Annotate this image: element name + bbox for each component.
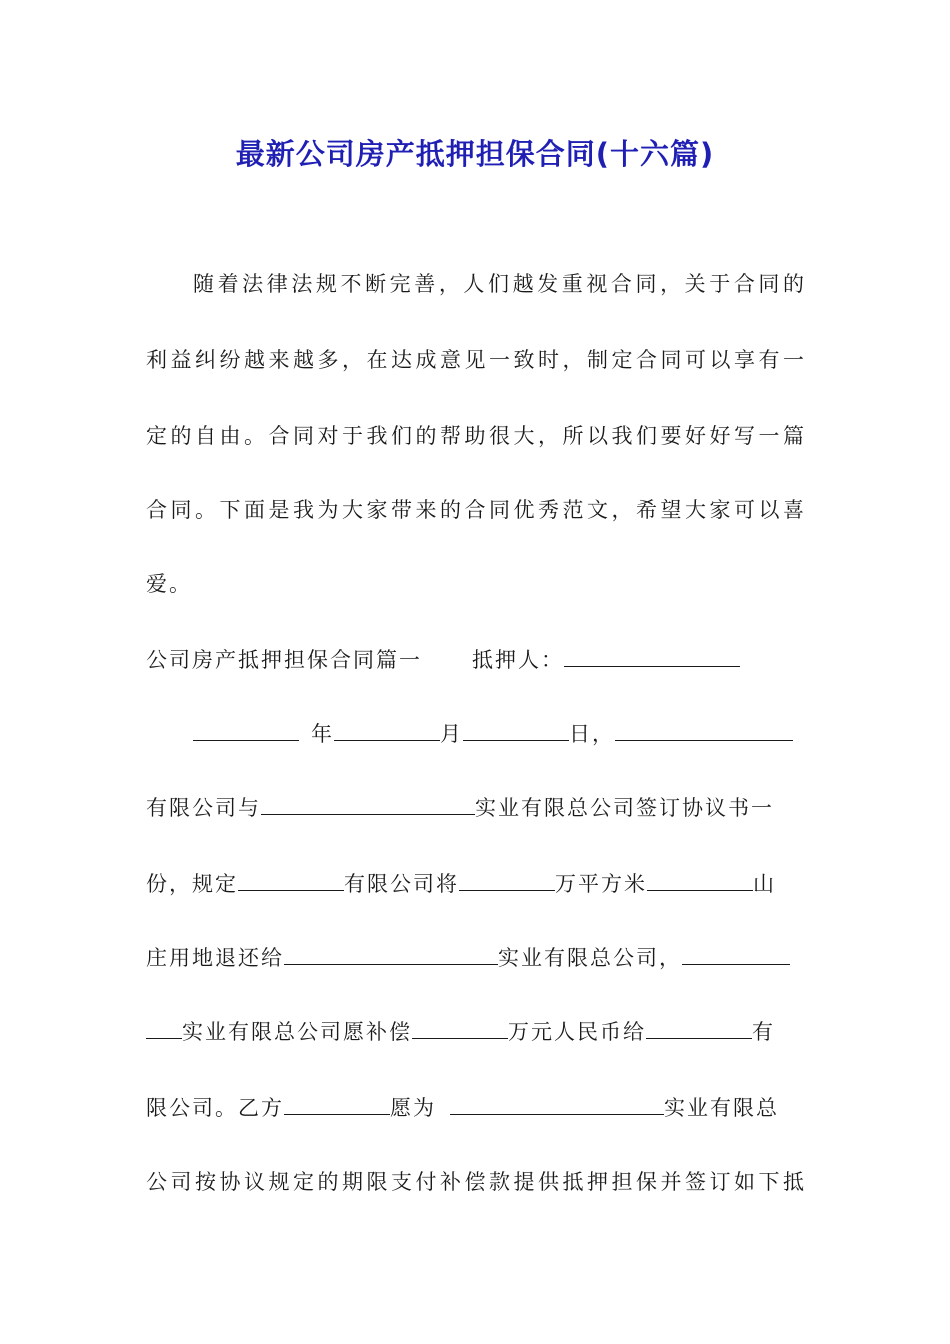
date-line xyxy=(193,718,853,750)
year-blank xyxy=(193,718,299,741)
intro-line-5: 爱。 xyxy=(146,572,192,596)
intro-line-2: 利益纠纷越来越多，在达成意见一致时，制定合同可以享有一 xyxy=(146,348,806,372)
clause-line-5 xyxy=(146,942,806,974)
blank-field xyxy=(646,1016,752,1039)
clause-text: 有限公司与 xyxy=(146,796,261,820)
clause-text: 万元人民币给 xyxy=(508,1020,646,1044)
blank-field xyxy=(450,1092,664,1115)
clause-text: 山 xyxy=(753,872,776,896)
blank-field xyxy=(284,1092,390,1115)
blank-field xyxy=(146,1016,182,1039)
blank-field xyxy=(647,868,753,891)
clause-text: 有 xyxy=(752,1020,775,1044)
blank-field xyxy=(682,942,790,965)
mortgagor-blank xyxy=(564,644,740,667)
intro-line-4: 合同。下面是我为大家带来的合同优秀范文，希望大家可以喜 xyxy=(146,498,806,522)
clause-text: 实业有限总 xyxy=(664,1096,779,1120)
clause-text: 限公司。乙方 xyxy=(146,1096,284,1120)
day-label: 日， xyxy=(569,722,615,746)
section-heading: 公司房产抵押担保合同篇一 xyxy=(146,648,422,672)
blank-field xyxy=(412,1016,508,1039)
intro-line-3: 定的自由。合同对于我们的帮助很大，所以我们要好好写一篇 xyxy=(146,424,806,448)
clause-text: 实业有限总公司， xyxy=(498,946,682,970)
party-blank-1 xyxy=(615,718,793,741)
clause-text: 实业有限总公司愿补偿 xyxy=(182,1020,412,1044)
month-blank xyxy=(334,718,440,741)
blank-field xyxy=(261,792,475,815)
intro-line-1: 随着法律法规不断完善，人们越发重视合同，关于合同的 xyxy=(193,272,806,296)
section-line xyxy=(146,644,806,676)
clause-text: 实业有限总公司签订协议书一 xyxy=(475,796,774,820)
blank-field xyxy=(284,942,498,965)
clause-text: 有限公司将 xyxy=(344,872,459,896)
clause-text: 万平方米 xyxy=(555,872,647,896)
month-label: 月 xyxy=(440,722,463,746)
blank-field xyxy=(238,868,344,891)
clause-line-8: 公司按协议规定的期限支付补偿款提供抵押担保并签订如下抵 xyxy=(146,1170,806,1194)
year-label: 年 xyxy=(311,722,334,746)
day-blank xyxy=(463,718,569,741)
document-title: 最新公司房产抵押担保合同(十六篇) xyxy=(235,137,715,171)
clause-line-6 xyxy=(146,1016,806,1048)
clause-text: 庄用地退还给 xyxy=(146,946,284,970)
blank-field xyxy=(459,868,555,891)
clause-line-3 xyxy=(146,792,806,824)
clause-line-4 xyxy=(146,868,806,900)
mortgagor-label: 抵押人： xyxy=(472,648,564,672)
clause-text: 份，规定 xyxy=(146,872,238,896)
clause-line-7 xyxy=(146,1092,806,1124)
clause-text: 愿为 xyxy=(390,1096,436,1120)
